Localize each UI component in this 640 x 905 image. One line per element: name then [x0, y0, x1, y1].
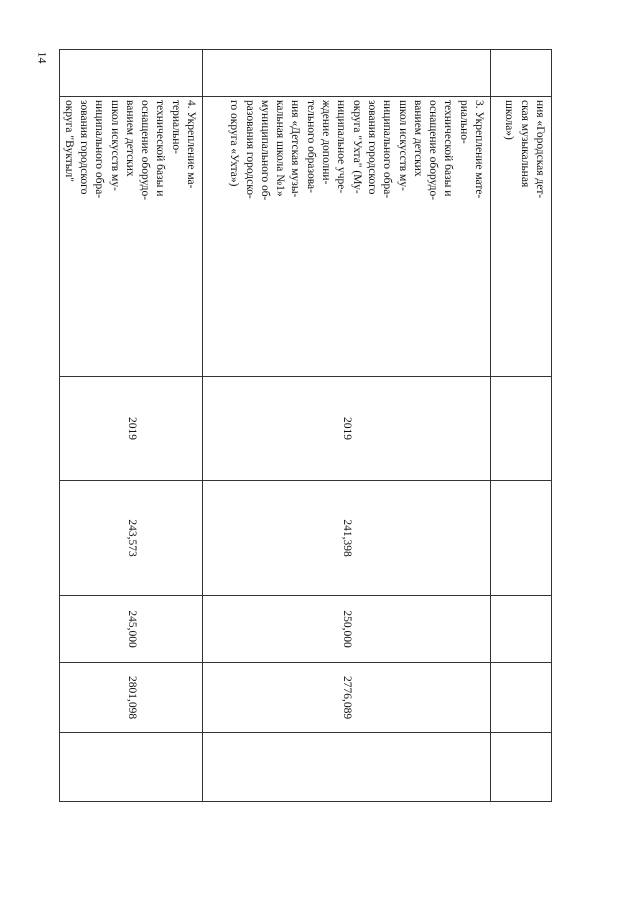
empty-cell	[60, 733, 203, 802]
empty-cell	[491, 733, 552, 802]
funding-table	[59, 49, 552, 802]
empty-cell	[60, 50, 203, 97]
rotated-table-container	[62, 49, 552, 801]
description-text: 3. Укрепление мате- риально- технической базы и оснащение оборудо- ванием детских школ искусств му- ниципального обра- зования городского округа "Ухта" (Му- ниципальное учре- ждение дополни- тельного образова- ния «Детская музы- кальная школа №1» муниципального об- разования городско- го округа «Ухта»)	[228, 100, 485, 201]
value-cell: 243,573	[60, 481, 203, 596]
value-cell: 241,398	[203, 481, 491, 596]
table-row	[491, 50, 552, 802]
table-row	[203, 50, 491, 802]
value-cell: 2776,089	[203, 663, 491, 733]
value-cell: 245,000	[60, 596, 203, 663]
document-page	[62, 49, 552, 801]
description-text: ния «Городская дет- ская музыкальная школа»)	[503, 100, 546, 199]
year-cell	[491, 377, 552, 481]
value-cell: 250,000	[203, 596, 491, 663]
year-cell: 2019	[203, 377, 491, 481]
description-cell	[491, 97, 552, 377]
value-cell: 2801,098	[60, 663, 203, 733]
description-cell	[203, 97, 491, 377]
empty-cell	[491, 50, 552, 97]
value-cell	[491, 481, 552, 596]
value-cell	[491, 596, 552, 663]
empty-cell	[203, 733, 491, 802]
page-number: 14	[35, 51, 50, 64]
table-row	[60, 50, 203, 802]
value-cell	[491, 663, 552, 733]
description-cell	[60, 97, 203, 377]
year-cell: 2019	[60, 377, 203, 481]
description-text: 4. Укрепление ма- териально- технической базы и оснащение оборудо- ванием детских школ искусств му- ниципального обра- зования городского округа "Вуктыл"	[62, 100, 197, 201]
empty-cell	[203, 50, 491, 97]
